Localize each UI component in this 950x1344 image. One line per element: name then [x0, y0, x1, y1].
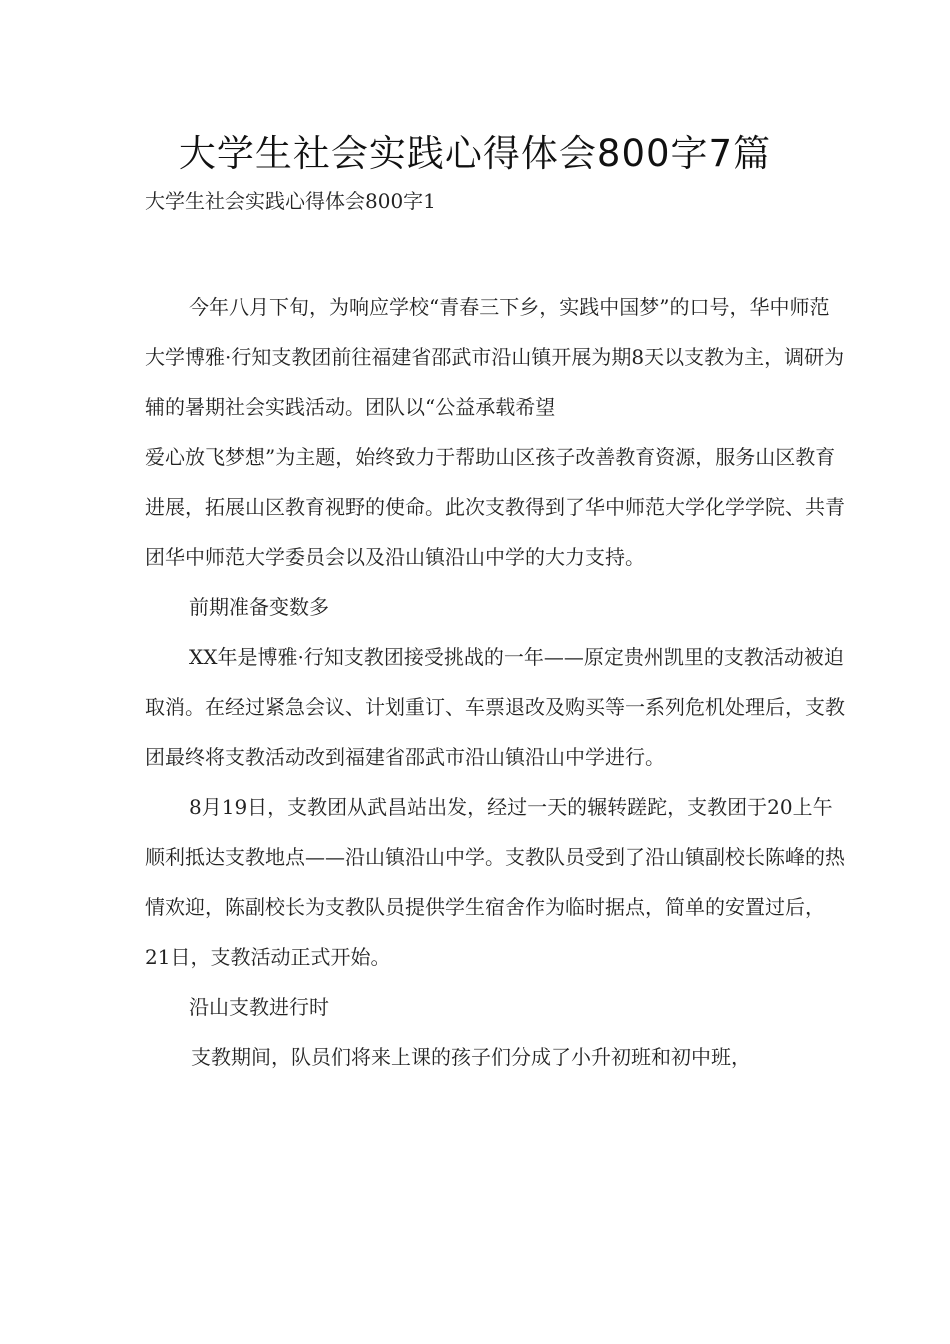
paragraph-arrival: 8月19日，支教团从武昌站出发，经过一天的辗转蹉跎，支教团于20上午顺利抵达支教地点——沿山镇沿山中学。支教队员受到了沿山镇副校长陈峰的热情欢迎，陈副校长为支教队员提供学生宿舍作为临时据点，简单的安置过后，21日，支教活动正式开始。	[145, 795, 845, 969]
paragraph-teaching: 支教期间，队员们将来上课的孩子们分成了小升初班和初中班，	[191, 1045, 751, 1069]
document-subtitle: 大学生社会实践心得体会800字1	[145, 189, 436, 213]
document-title: 大学生社会实践心得体会800字7篇	[178, 132, 772, 175]
section-heading-preparation: 前期准备变数多	[189, 595, 329, 619]
paragraph-theme: 爱心放飞梦想”为主题，始终致力于帮助山区孩子改善教育资源，服务山区教育进展，拓展山区教育视野的使命。此次支教得到了华中师范大学化学学院、共青团华中师范大学委员会以及沿山镇沿山中学的大力支持。	[145, 445, 845, 569]
paragraph-intro: 今年八月下旬，为响应学校“青春三下乡，实践中国梦”的口号，华中师范大学博雅·行知支教团前往福建省邵武市沿山镇开展为期8天以支教为主，调研为辅的暑期社会实践活动。团队以“公益承载希望	[145, 295, 845, 419]
document-body	[145, 282, 845, 1082]
section-heading-teaching: 沿山支教进行时	[189, 995, 329, 1019]
paragraph-preparation: XX年是博雅·行知支教团接受挑战的一年——原定贵州凯里的支教活动被迫取消。在经过紧急会议、计划重订、车票退改及购买等一系列危机处理后，支教团最终将支教活动改到福建省邵武市沿山镇沿山中学进行。	[145, 645, 845, 769]
